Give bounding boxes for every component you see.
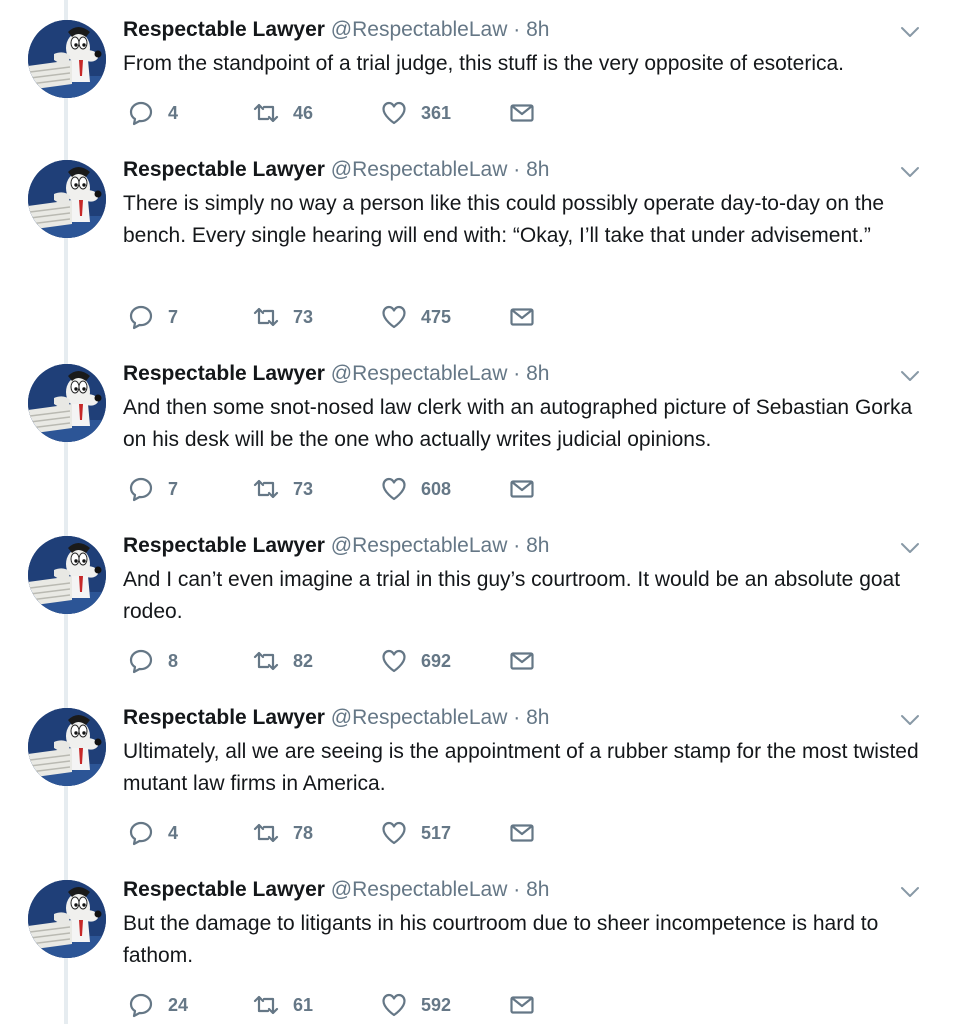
heart-icon bbox=[381, 100, 407, 126]
reply-count: 7 bbox=[168, 306, 179, 327]
chevron-down-icon bbox=[898, 366, 922, 386]
chevron-down-icon bbox=[898, 710, 922, 730]
timestamp[interactable]: 8h bbox=[526, 534, 550, 557]
author-name[interactable]: Respectable Lawyer bbox=[123, 18, 325, 41]
reply-button[interactable] bbox=[128, 990, 188, 1020]
like-count: 475 bbox=[421, 306, 452, 327]
direct-message-button[interactable] bbox=[509, 646, 535, 676]
reply-icon bbox=[128, 476, 154, 502]
author-handle[interactable]: @RespectableLaw bbox=[330, 158, 508, 181]
heart-icon bbox=[381, 304, 407, 330]
retweet-icon bbox=[253, 992, 279, 1018]
tweet-text: There is simply no way a person like this could possibly operate day-to-day on the bench. Every single hearing will end with: “Okay, I’ll take that under advisement.” bbox=[123, 192, 885, 247]
chevron-down-icon bbox=[898, 882, 922, 902]
author-handle[interactable]: @RespectableLaw bbox=[330, 878, 508, 901]
reply-button[interactable] bbox=[128, 98, 178, 128]
like-count: 361 bbox=[421, 102, 452, 123]
envelope-icon bbox=[509, 992, 535, 1018]
like-count: 592 bbox=[421, 994, 452, 1015]
retweet-count: 78 bbox=[293, 822, 314, 843]
tweet[interactable] bbox=[0, 344, 967, 516]
reply-button[interactable] bbox=[128, 818, 178, 848]
tweet-menu-button[interactable] bbox=[898, 366, 922, 386]
avatar[interactable] bbox=[28, 160, 106, 238]
direct-message-button[interactable] bbox=[509, 302, 535, 332]
direct-message-button[interactable] bbox=[509, 990, 535, 1020]
envelope-icon bbox=[509, 820, 535, 846]
like-count: 608 bbox=[421, 478, 452, 499]
author-name[interactable]: Respectable Lawyer bbox=[123, 362, 325, 385]
author-handle[interactable]: @RespectableLaw bbox=[330, 18, 508, 41]
direct-message-button[interactable] bbox=[509, 818, 535, 848]
action-bar bbox=[123, 818, 643, 848]
reply-icon bbox=[128, 100, 154, 126]
envelope-icon bbox=[509, 304, 535, 330]
author-handle[interactable]: @RespectableLaw bbox=[330, 362, 508, 385]
like-count: 692 bbox=[421, 650, 452, 671]
avatar[interactable] bbox=[28, 20, 106, 98]
reply-icon bbox=[128, 304, 154, 330]
action-bar bbox=[123, 98, 643, 128]
tweet-text: Ultimately, all we are seeing is the appointment of a rubber stamp for the most twisted mutant law firms in America. bbox=[123, 740, 919, 795]
retweet-button[interactable] bbox=[253, 646, 313, 676]
timestamp[interactable]: 8h bbox=[526, 158, 550, 181]
reply-count: 24 bbox=[168, 994, 189, 1015]
avatar[interactable] bbox=[28, 880, 106, 958]
retweet-button[interactable] bbox=[253, 818, 313, 848]
heart-icon bbox=[381, 476, 407, 502]
tweet[interactable] bbox=[0, 516, 967, 688]
retweet-icon bbox=[253, 100, 279, 126]
retweet-button[interactable] bbox=[253, 302, 313, 332]
tweet-menu-button[interactable] bbox=[898, 882, 922, 902]
separator-dot: · bbox=[513, 878, 521, 901]
retweet-count: 82 bbox=[293, 650, 314, 671]
reply-count: 8 bbox=[168, 650, 179, 671]
retweet-count: 46 bbox=[293, 102, 314, 123]
retweet-icon bbox=[253, 820, 279, 846]
like-button[interactable] bbox=[381, 990, 451, 1020]
like-count: 517 bbox=[421, 822, 452, 843]
timestamp[interactable]: 8h bbox=[526, 362, 550, 385]
heart-icon bbox=[381, 992, 407, 1018]
author-name[interactable]: Respectable Lawyer bbox=[123, 878, 325, 901]
reply-button[interactable] bbox=[128, 474, 178, 504]
retweet-icon bbox=[253, 304, 279, 330]
author-handle[interactable]: @RespectableLaw bbox=[330, 534, 508, 557]
tweet-menu-button[interactable] bbox=[898, 710, 922, 730]
envelope-icon bbox=[509, 476, 535, 502]
action-bar bbox=[123, 990, 643, 1020]
reply-count: 4 bbox=[168, 102, 179, 123]
heart-icon bbox=[381, 820, 407, 846]
avatar[interactable] bbox=[28, 708, 106, 786]
envelope-icon bbox=[509, 100, 535, 126]
heart-icon bbox=[381, 648, 407, 674]
tweet-menu-button[interactable] bbox=[898, 22, 922, 42]
avatar[interactable] bbox=[28, 536, 106, 614]
timestamp[interactable]: 8h bbox=[526, 18, 550, 41]
tweet[interactable] bbox=[0, 0, 967, 140]
retweet-icon bbox=[253, 648, 279, 674]
reply-icon bbox=[128, 648, 154, 674]
reply-count: 4 bbox=[168, 822, 179, 843]
tweet[interactable] bbox=[0, 860, 967, 1024]
like-button[interactable] bbox=[381, 98, 451, 128]
retweet-button[interactable] bbox=[253, 990, 313, 1020]
author-name[interactable]: Respectable Lawyer bbox=[123, 158, 325, 181]
separator-dot: · bbox=[513, 362, 521, 385]
retweet-icon bbox=[253, 476, 279, 502]
tweet-text: But the damage to litigants in his courtroom due to sheer incompetence is hard to fathom. bbox=[123, 912, 879, 967]
retweet-count: 73 bbox=[293, 478, 314, 499]
action-bar bbox=[123, 302, 643, 332]
author-handle[interactable]: @RespectableLaw bbox=[330, 706, 508, 729]
tweet-text: And I can’t even imagine a trial in this guy’s courtroom. It would be an absolute goat rodeo. bbox=[123, 568, 901, 623]
retweet-count: 61 bbox=[293, 994, 314, 1015]
separator-dot: · bbox=[513, 534, 521, 557]
direct-message-button[interactable] bbox=[509, 474, 535, 504]
chevron-down-icon bbox=[898, 162, 922, 182]
like-button[interactable] bbox=[381, 646, 451, 676]
reply-count: 7 bbox=[168, 478, 179, 499]
timestamp[interactable]: 8h bbox=[526, 706, 550, 729]
tweet[interactable] bbox=[0, 688, 967, 860]
tweet-text: And then some snot-nosed law clerk with an autographed picture of Sebastian Gorka on his desk will be the one who actually writes judicial opinions. bbox=[123, 396, 913, 451]
reply-button[interactable] bbox=[128, 302, 178, 332]
retweet-button[interactable] bbox=[253, 98, 313, 128]
like-button[interactable] bbox=[381, 818, 451, 848]
tweet-menu-button[interactable] bbox=[898, 162, 922, 182]
separator-dot: · bbox=[513, 706, 521, 729]
reply-icon bbox=[128, 820, 154, 846]
reply-button[interactable] bbox=[128, 646, 178, 676]
author-name[interactable]: Respectable Lawyer bbox=[123, 534, 325, 557]
tweet-text: From the standpoint of a trial judge, this stuff is the very opposite of esoterica. bbox=[123, 52, 844, 75]
action-bar bbox=[123, 646, 643, 676]
retweet-button[interactable] bbox=[253, 474, 313, 504]
direct-message-button[interactable] bbox=[509, 98, 535, 128]
avatar[interactable] bbox=[28, 364, 106, 442]
chevron-down-icon bbox=[898, 22, 922, 42]
tweet-menu-button[interactable] bbox=[898, 538, 922, 558]
like-button[interactable] bbox=[381, 302, 451, 332]
separator-dot: · bbox=[513, 158, 521, 181]
author-name[interactable]: Respectable Lawyer bbox=[123, 706, 325, 729]
separator-dot: · bbox=[513, 18, 521, 41]
tweet[interactable] bbox=[0, 140, 967, 344]
like-button[interactable] bbox=[381, 474, 451, 504]
envelope-icon bbox=[509, 648, 535, 674]
timestamp[interactable]: 8h bbox=[526, 878, 550, 901]
retweet-count: 73 bbox=[293, 306, 314, 327]
action-bar bbox=[123, 474, 643, 504]
chevron-down-icon bbox=[898, 538, 922, 558]
reply-icon bbox=[128, 992, 154, 1018]
